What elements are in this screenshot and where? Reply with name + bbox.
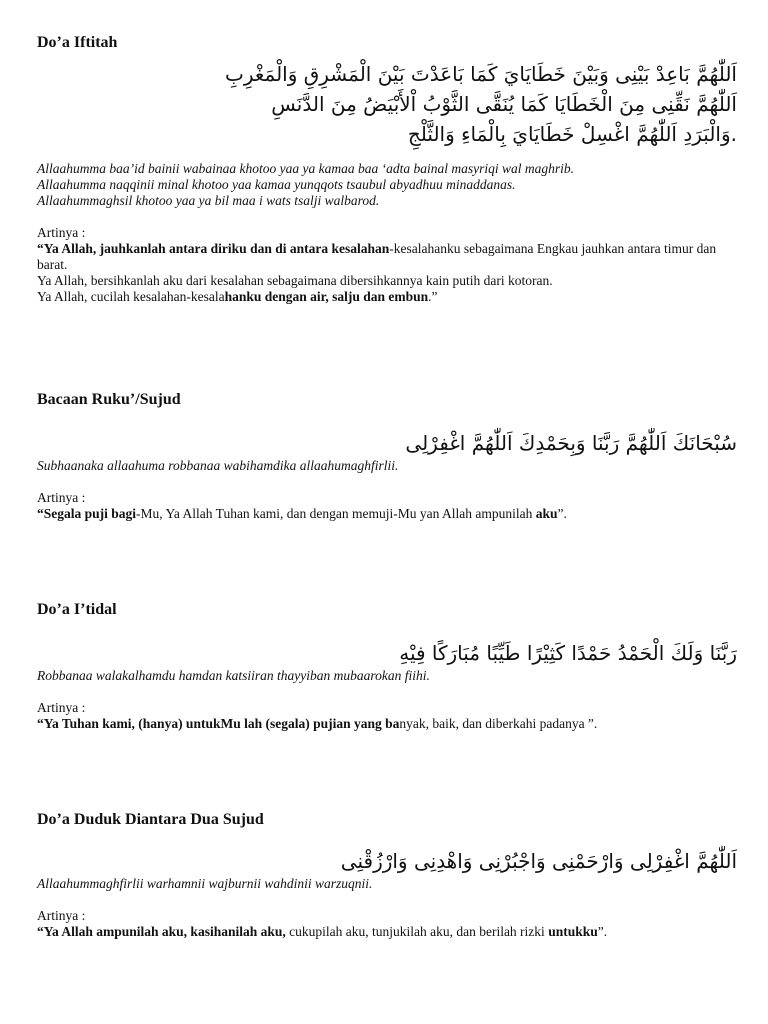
meaning-bold: “Ya Allah ampunilah aku, kasihanilah aku, [37,924,286,939]
meaning-plain: ”. [597,924,608,939]
arabic-text: اَللّٰهُمَّ اغْفِرْلِى وَارْحَمْنِى وَاجْبُرْنِى وَاهْدِنِى وَارْزُقْنِى [340,849,737,873]
section-title: Bacaan Ruku’/Sujud [37,391,181,408]
meaning-plain: -Mu, Ya Allah Tuhan kami, dan dengan memuji-Mu yan Allah ampunilah [136,506,536,521]
meaning-bold: “Ya Allah, jauhkanlah antara diriku dan di antara kesalahan [37,241,390,256]
meaning-text [37,506,737,522]
section-duduk-dua-sujud [37,810,737,940]
meaning-text [37,716,737,732]
meaning-bold: aku [535,506,558,521]
meaning-bold: “Segala puji bagi [37,506,137,521]
meaning-bold: untukku [548,924,598,939]
transliteration: Robbanaa walakalhamdu hamdan katsiiran thayyiban mubaarokan fiihi. [37,668,430,683]
transliteration: Allaahumma baa’id bainii wabainaa khotoo yaa ya kamaa baa ‘adta bainal masyriqi wal maghrib. [37,161,574,176]
meaning-text [37,241,737,273]
arabic-text: اَللّٰهُمَّ نَقِّنِى مِنَ الْخَطَايَا كَمَا يُنَقَّى الثَّوْبُ اْلأَبْيَضُ مِنَ الدَّنَسِ [271,92,737,116]
section-iftitah [37,33,737,305]
meaning-plain: nyak, baik, dan diberkahi padanya ”. [399,716,598,731]
transliteration: Allaahummaghfirlii warhamnii wajburnii wahdinii warzuqnii. [37,876,373,891]
artinya-label: Artinya : [37,700,86,715]
transliteration: Subhaanaka allaahuma robbanaa wabihamdika allaahumaghfirlii. [37,458,399,473]
arabic-text: .وَالْبَرَدِ اَللّٰهُمَّ اغْسِلْ خَطَايَايَ بِالْمَاءِ وَالثَّلْجِ [407,122,737,146]
section-title: Do’a I’tidal [37,601,117,618]
meaning-plain: ”. [557,506,567,521]
meaning-text [37,924,737,940]
meaning-plain: Ya Allah, cucilah kesalahan-kesala [37,289,225,304]
transliteration: Allaahummaghsil khotoo yaa ya bil maa i wats tsalji walbarod. [37,193,380,208]
section-itidal [37,600,737,732]
meaning-text: Ya Allah, bersihkanlah aku dari kesalahan sebagaimana dibersihkannya kain putih dari kotoran. [37,273,553,288]
artinya-label: Artinya : [37,490,86,505]
artinya-label: Artinya : [37,225,86,240]
section-ruku-sujud [37,390,737,522]
meaning-plain: -kesalahanku sebagaimana Engkau jauhkan antara timur dan barat. [37,241,717,272]
arabic-text: سُبْحَانَكَ اَللّٰهُمَّ رَبَّنَا وَبِحَمْدِكَ اَللّٰهُمَّ اغْفِرْلِى [405,431,737,455]
meaning-bold: “Ya Tuhan kami, (hanya) untukMu lah (segala) pujian yang ba [37,716,400,731]
meaning-bold: hanku dengan air, salju dan embun [224,289,429,304]
transliteration: Allaahumma naqqinii minal khotoo yaa kamaa yunqqots tsaubul abyadhuu minaddanas. [37,177,516,192]
section-title: Do’a Iftitah [37,34,118,51]
artinya-label: Artinya : [37,908,86,923]
arabic-text: اَللّٰهُمَّ بَاعِدْ بَيْنِى وَبَيْنَ خَطَايَايَ كَمَا بَاعَدْتَ بَيْنَ الْمَشْرِقِ وَالْمَغْرِبِ [225,62,737,86]
section-title: Do’a Duduk Diantara Dua Sujud [37,811,264,828]
meaning-text [37,289,737,305]
arabic-text: رَبَّنَا وَلَكَ الْحَمْدُ حَمْدًا كَثِيْرًا طَيِّبًا مُبَارَكًا فِيْهِ [399,641,737,665]
meaning-plain: cukupilah aku, tunjukilah aku, dan berilah rizki [285,924,549,939]
meaning-plain: .” [428,289,438,304]
